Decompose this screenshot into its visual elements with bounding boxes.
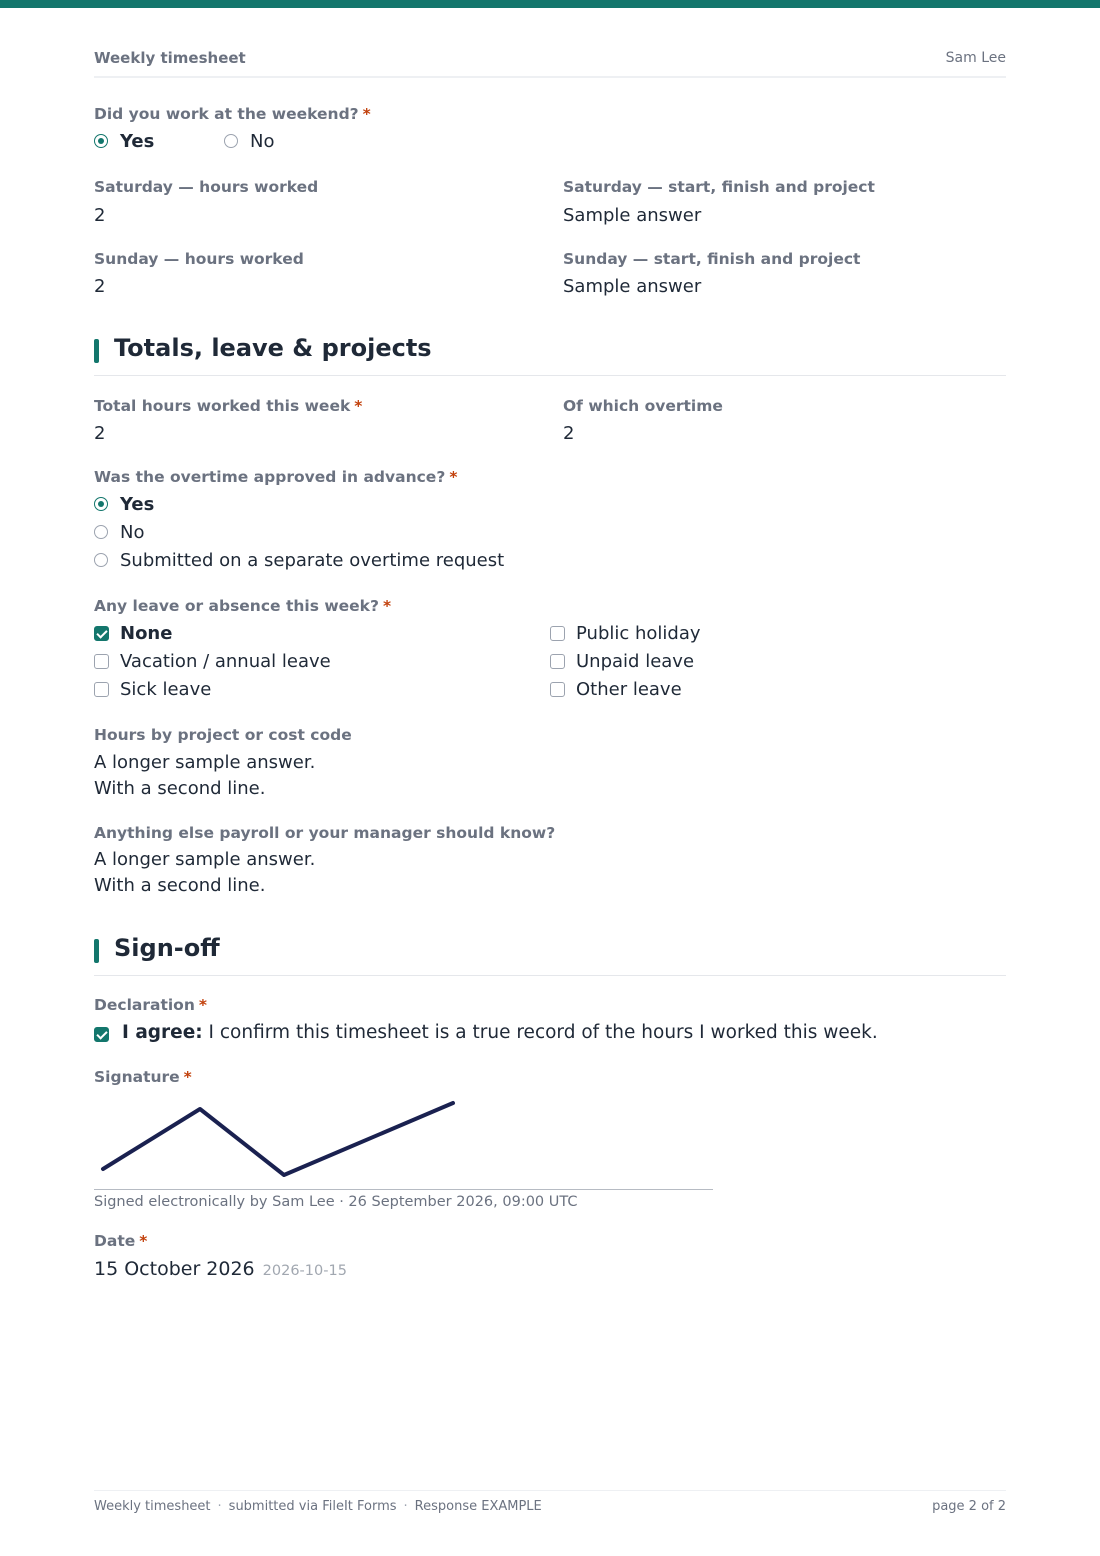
- required-marker: *: [139, 1232, 148, 1250]
- required-marker: *: [449, 468, 458, 486]
- overtime-label: Of which overtime: [563, 397, 723, 415]
- total-hours-label: Total hours worked this week *: [94, 397, 363, 415]
- section-accent-bar: [94, 939, 99, 963]
- required-marker: *: [198, 996, 207, 1014]
- required-marker: *: [362, 105, 371, 123]
- section-title: Totals, leave & projects: [114, 334, 432, 362]
- declaration-label: Declaration *: [94, 996, 207, 1014]
- projects-label: Hours by project or cost code: [94, 726, 352, 744]
- radio-unselected-icon: [94, 553, 108, 567]
- top-accent-bar: [0, 0, 1100, 8]
- page-header: [94, 48, 1006, 78]
- signature-note: Signed electronically by Sam Lee · 26 September 2026, 09:00 UTC: [94, 1194, 578, 1210]
- required-marker: *: [382, 597, 392, 615]
- date-value: 15 October 2026 2026-10-15: [94, 1258, 347, 1280]
- signature-label: Signature *: [94, 1068, 192, 1086]
- section-title: Sign-off: [114, 934, 220, 962]
- footer-response-id: Response EXAMPLE: [414, 1499, 542, 1514]
- section-signoff-heading: [94, 934, 1006, 976]
- radio-selected-icon: [94, 497, 108, 511]
- checkbox-checked-icon: [94, 1027, 109, 1042]
- date-label: Date *: [94, 1232, 148, 1250]
- overtime-approval-label: Was the overtime approved in advance? *: [94, 468, 458, 486]
- respondent-name: Sam Lee: [945, 50, 1006, 66]
- overtime-value: 2: [563, 423, 575, 444]
- required-marker: *: [354, 397, 363, 415]
- total-hours-value: 2: [94, 423, 106, 444]
- radio-unselected-icon: [224, 134, 238, 148]
- signature-line: [94, 1189, 713, 1190]
- signature-drawing: [94, 1092, 494, 1188]
- checkbox-unchecked-icon: [94, 654, 109, 669]
- date-iso: 2026-10-15: [262, 1263, 347, 1279]
- leave-question-label: Any leave or absence this week? *: [94, 597, 392, 615]
- sunday-details-label: Sunday — start, finish and project: [563, 250, 861, 268]
- sunday-hours-value: 2: [94, 276, 106, 297]
- notes-label: Anything else payroll or your manager should know?: [94, 824, 556, 842]
- saturday-details-value: Sample answer: [563, 205, 702, 226]
- checkbox-unchecked-icon: [550, 626, 565, 641]
- document-title: Weekly timesheet: [94, 49, 246, 67]
- saturday-details-label: Saturday — start, finish and project: [563, 178, 875, 196]
- required-marker: *: [183, 1068, 192, 1086]
- section-totals-heading: [94, 334, 1006, 376]
- footer-form-name: Weekly timesheet: [94, 1499, 211, 1514]
- saturday-hours-value: 2: [94, 205, 106, 226]
- notes-answer: A longer sample answer. With a second line.: [94, 849, 316, 896]
- radio-unselected-icon: [94, 525, 108, 539]
- sunday-details-value: Sample answer: [563, 276, 702, 297]
- projects-answer: A longer sample answer. With a second line.: [94, 752, 316, 799]
- page-footer: Weekly timesheet · submitted via FileIt Forms · Response EXAMPLE page 2 of 2: [94, 1490, 1006, 1521]
- page-number: page 2 of 2: [932, 1499, 1006, 1514]
- checkbox-unchecked-icon: [550, 654, 565, 669]
- checkbox-unchecked-icon: [550, 682, 565, 697]
- saturday-hours-label: Saturday — hours worked: [94, 178, 319, 196]
- radio-selected-icon: [94, 134, 108, 148]
- checkbox-unchecked-icon: [94, 682, 109, 697]
- checkbox-checked-icon: [94, 626, 109, 641]
- sunday-hours-label: Sunday — hours worked: [94, 250, 304, 268]
- footer-via: submitted via FileIt Forms: [228, 1499, 397, 1514]
- section-accent-bar: [94, 339, 99, 363]
- weekend-question-label: Did you work at the weekend? *: [94, 105, 371, 123]
